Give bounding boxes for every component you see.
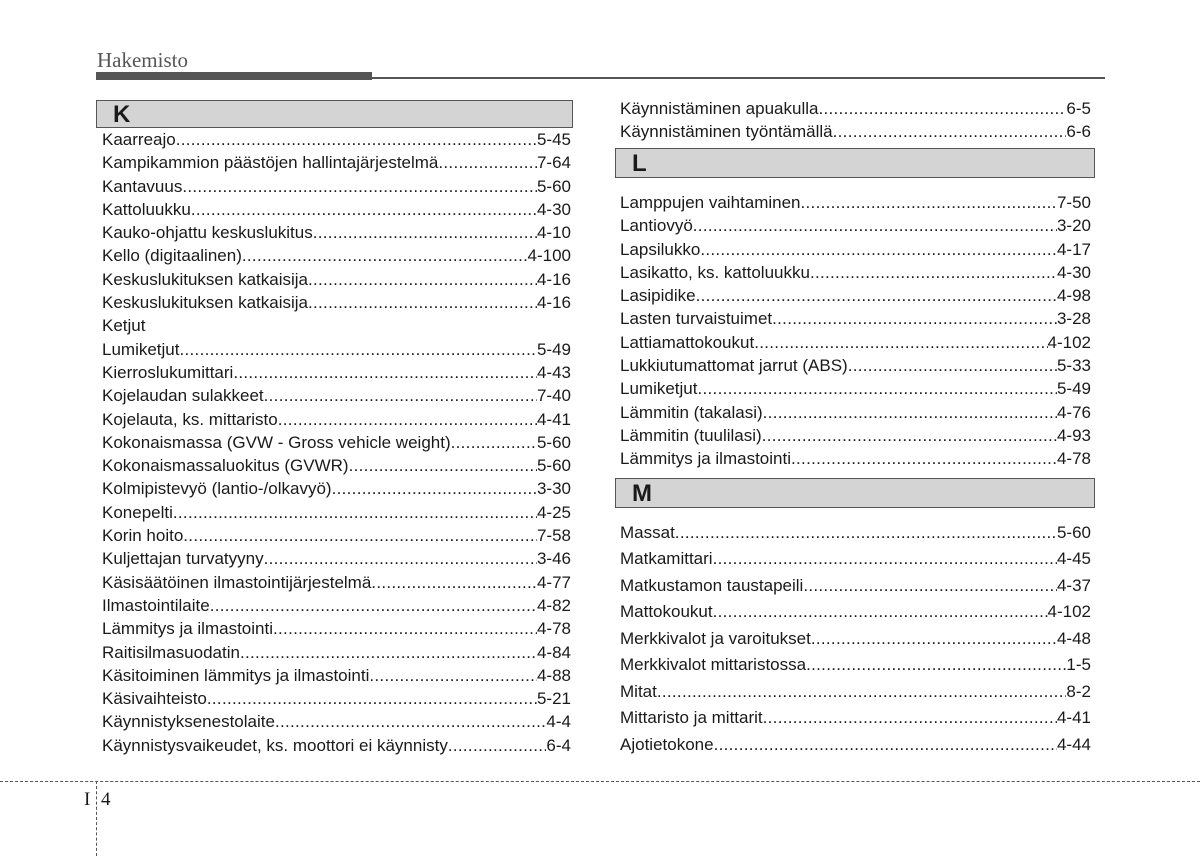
index-entry bbox=[615, 331, 1095, 354]
index-entry bbox=[96, 221, 573, 244]
dot-leader bbox=[207, 687, 537, 710]
index-term: Käynnistysvaikeudet, ks. moottori ei käynnisty bbox=[102, 735, 448, 755]
index-page-ref: 4-43 bbox=[536, 362, 571, 382]
index-page-ref: 6-4 bbox=[546, 735, 571, 755]
index-entry bbox=[615, 520, 1095, 547]
dot-leader bbox=[675, 520, 1057, 547]
index-entry bbox=[615, 284, 1095, 307]
index-page-ref: 5-21 bbox=[536, 689, 571, 709]
index-term: Mittaristo ja mittarit bbox=[620, 708, 763, 728]
index-term: Massat bbox=[620, 522, 675, 542]
index-page-ref: 5-60 bbox=[1056, 522, 1091, 542]
index-entry bbox=[96, 431, 573, 454]
dot-leader bbox=[264, 384, 537, 407]
index-term: Keskuslukituksen katkaisija bbox=[102, 269, 308, 289]
index-entry bbox=[96, 594, 573, 617]
dot-leader bbox=[176, 128, 537, 151]
index-entry bbox=[615, 120, 1095, 143]
dot-leader bbox=[806, 652, 1066, 679]
index-page-ref: 6-5 bbox=[1066, 99, 1091, 118]
index-page-ref: 5-49 bbox=[1056, 379, 1091, 399]
index-entry bbox=[96, 710, 573, 733]
index-term: Lämmitin (takalasi) bbox=[620, 402, 763, 422]
index-entry bbox=[96, 175, 573, 198]
index-page-ref: 3-20 bbox=[1056, 216, 1091, 236]
index-entry bbox=[96, 641, 573, 664]
index-page-ref: 8-2 bbox=[1066, 681, 1091, 701]
index-entry bbox=[96, 338, 573, 361]
index-entry bbox=[615, 238, 1095, 261]
dot-leader bbox=[811, 626, 1057, 653]
index-page-ref: 4-16 bbox=[536, 293, 571, 313]
index-page-ref: 4-10 bbox=[536, 223, 571, 243]
index-page-ref: 3-28 bbox=[1056, 309, 1091, 329]
index-page-ref: 7-40 bbox=[536, 386, 571, 406]
footer-dashed-divider bbox=[96, 781, 97, 856]
index-term: Kokonaismassa (GVW - Gross vehicle weight) bbox=[102, 432, 451, 452]
index-list-k bbox=[96, 128, 573, 757]
index-list-l bbox=[615, 191, 1095, 471]
index-entry bbox=[96, 477, 573, 500]
index-page-ref: 4-78 bbox=[536, 619, 571, 639]
dot-leader bbox=[810, 261, 1057, 284]
index-term: Konepelti bbox=[102, 502, 173, 522]
index-page-ref: 4-30 bbox=[536, 199, 571, 219]
section-letter-k: K bbox=[96, 100, 573, 128]
index-term: Mattokoukut bbox=[620, 602, 713, 622]
index-page-ref: 5-60 bbox=[536, 432, 571, 452]
index-page-ref: 4-41 bbox=[1056, 708, 1091, 728]
dot-leader bbox=[264, 547, 537, 570]
index-entry bbox=[615, 447, 1095, 470]
index-term: Lumiketjut bbox=[102, 339, 180, 359]
index-term: Kojelaudan sulakkeet bbox=[102, 386, 264, 406]
index-term: Kokonaismassaluokitus (GVWR) bbox=[102, 456, 349, 476]
index-term: Lapsilukko bbox=[620, 239, 701, 259]
dot-leader bbox=[273, 617, 537, 640]
dot-leader bbox=[754, 331, 1047, 354]
index-entry bbox=[615, 191, 1095, 214]
index-page-ref: 6-6 bbox=[1066, 122, 1091, 141]
index-entry bbox=[96, 244, 573, 267]
index-list-k-continued bbox=[615, 97, 1095, 143]
index-page-ref: 4-102 bbox=[1047, 602, 1091, 622]
index-term: Kauko-ohjattu keskuslukitus bbox=[102, 223, 313, 243]
index-term: Lamppujen vaihtaminen bbox=[620, 193, 801, 212]
index-entry bbox=[96, 151, 573, 174]
index-entry bbox=[96, 734, 573, 757]
index-entry bbox=[96, 547, 573, 570]
index-page-ref: 5-49 bbox=[536, 339, 571, 359]
index-term: Lasten turvaistuimet bbox=[620, 309, 773, 329]
dot-leader bbox=[693, 214, 1057, 237]
dot-leader bbox=[182, 175, 537, 198]
index-entry bbox=[96, 524, 573, 547]
dot-leader bbox=[713, 599, 1048, 626]
index-entry bbox=[615, 626, 1095, 653]
dot-leader bbox=[438, 151, 537, 174]
dot-leader bbox=[278, 408, 537, 431]
dot-leader bbox=[451, 431, 537, 454]
index-entry bbox=[615, 261, 1095, 284]
index-entry bbox=[96, 128, 573, 151]
dot-leader bbox=[772, 307, 1057, 330]
dot-leader bbox=[713, 546, 1057, 573]
index-entry bbox=[96, 291, 573, 314]
index-term: Käynnistyksenestolaite bbox=[102, 712, 275, 732]
index-entry bbox=[615, 573, 1095, 600]
index-term: Matkustamon taustapeili bbox=[620, 575, 804, 595]
index-page-ref: 5-45 bbox=[536, 130, 571, 149]
dot-leader bbox=[818, 97, 1066, 120]
index-term: Kierroslukumittari bbox=[102, 362, 234, 382]
footer-page-number: 4 bbox=[101, 789, 111, 810]
index-term: Lämmitys ja ilmastointi bbox=[620, 449, 791, 469]
index-term: Kojelauta, ks. mittaristo bbox=[102, 409, 278, 429]
index-page-ref: 4-37 bbox=[1056, 575, 1091, 595]
dot-leader bbox=[275, 710, 546, 733]
index-term: Lantiovyö bbox=[620, 216, 693, 236]
index-entry bbox=[96, 454, 573, 477]
dot-leader bbox=[242, 244, 528, 267]
index-page-ref: 4-44 bbox=[1056, 734, 1091, 754]
index-term: Lasipidike bbox=[620, 286, 696, 306]
index-entry bbox=[96, 408, 573, 431]
index-entry bbox=[615, 732, 1095, 759]
index-page-ref: 4-77 bbox=[536, 572, 571, 592]
dot-leader bbox=[369, 664, 537, 687]
index-page-ref: 4-78 bbox=[1056, 449, 1091, 469]
header-rule-thin bbox=[372, 77, 1105, 79]
index-page-ref: 4-17 bbox=[1056, 239, 1091, 259]
dot-leader bbox=[801, 191, 1057, 214]
index-term: Kantavuus bbox=[102, 176, 183, 196]
index-term: Lumiketjut bbox=[620, 379, 698, 399]
index-page-ref: 4-82 bbox=[536, 595, 571, 615]
index-term: Käynnistäminen työntämällä bbox=[620, 122, 833, 141]
dot-leader bbox=[833, 120, 1067, 143]
dot-leader bbox=[191, 198, 537, 221]
index-entry bbox=[615, 354, 1095, 377]
dot-leader bbox=[308, 291, 537, 314]
index-page-ref: 1-5 bbox=[1066, 655, 1091, 675]
section-letter-l: L bbox=[615, 148, 1095, 178]
index-entry bbox=[615, 599, 1095, 626]
footer-dashed-rule bbox=[0, 781, 1200, 782]
index-page-ref: 4-100 bbox=[527, 246, 571, 266]
dot-leader bbox=[313, 221, 537, 244]
dot-leader bbox=[371, 571, 537, 594]
index-entry bbox=[615, 424, 1095, 447]
dot-leader bbox=[448, 734, 547, 757]
index-term: Lämmitin (tuulilasi) bbox=[620, 425, 762, 445]
index-page-ref: 4-84 bbox=[536, 642, 571, 662]
index-entry bbox=[615, 214, 1095, 237]
index-page-ref: 4-41 bbox=[536, 409, 571, 429]
index-page-ref: 4-45 bbox=[1056, 549, 1091, 569]
index-page-ref: 4-16 bbox=[536, 269, 571, 289]
dot-leader bbox=[210, 594, 537, 617]
dot-leader bbox=[803, 573, 1057, 600]
index-term: Merkkivalot ja varoitukset bbox=[620, 628, 811, 648]
footer-section-label: I bbox=[84, 789, 91, 810]
index-page-ref: 4-4 bbox=[546, 712, 571, 732]
dot-leader bbox=[349, 454, 537, 477]
index-column-right bbox=[615, 97, 1095, 758]
index-page-ref: 5-33 bbox=[1056, 356, 1091, 376]
index-page-ref: 4-88 bbox=[536, 665, 571, 685]
dot-leader bbox=[763, 401, 1057, 424]
dot-leader bbox=[696, 284, 1057, 307]
dot-leader bbox=[183, 524, 537, 547]
index-term: Lasikatto, ks. kattoluukku bbox=[620, 262, 810, 282]
index-term: Lämmitys ja ilmastointi bbox=[102, 619, 273, 639]
index-page-ref: 4-102 bbox=[1047, 332, 1091, 352]
index-entry bbox=[615, 705, 1095, 732]
index-entry bbox=[615, 546, 1095, 573]
index-page-ref: 4-98 bbox=[1056, 286, 1091, 306]
index-term: Kaarreajo bbox=[102, 130, 176, 149]
index-term: Korin hoito bbox=[102, 526, 184, 546]
index-term: Matkamittari bbox=[620, 549, 713, 569]
index-entry bbox=[615, 97, 1095, 120]
index-term: Kattoluukku bbox=[102, 199, 191, 219]
index-list-m bbox=[615, 520, 1095, 759]
dot-leader bbox=[762, 424, 1057, 447]
index-page-ref: 3-46 bbox=[536, 549, 571, 569]
index-term: Keskuslukituksen katkaisija bbox=[102, 293, 308, 313]
index-term: Raitisilmasuodatin bbox=[102, 642, 240, 662]
index-term: Käsivaihteisto bbox=[102, 689, 207, 709]
index-page-ref: 3-30 bbox=[536, 479, 571, 499]
index-page-ref: 4-48 bbox=[1056, 628, 1091, 648]
index-page-ref: 7-64 bbox=[536, 153, 571, 173]
index-page-ref: 4-30 bbox=[1056, 262, 1091, 282]
index-entry bbox=[96, 198, 573, 221]
index-page-ref: 5-60 bbox=[536, 176, 571, 196]
dot-leader bbox=[763, 705, 1057, 732]
index-entry bbox=[96, 664, 573, 687]
index-term: Käynnistäminen apuakulla bbox=[620, 99, 819, 118]
dot-leader bbox=[240, 641, 537, 664]
index-page-ref: 7-58 bbox=[536, 526, 571, 546]
page-header-title: Hakemisto bbox=[97, 48, 188, 72]
dot-leader bbox=[714, 732, 1057, 759]
index-term: Kampikammion päästöjen hallintajärjestelmä bbox=[102, 153, 439, 173]
index-term: Kello (digitaalinen) bbox=[102, 246, 242, 266]
index-entry bbox=[96, 687, 573, 710]
index-term: Käsisäätöinen ilmastointijärjestelmä bbox=[102, 572, 372, 592]
index-page-ref: 4-76 bbox=[1056, 402, 1091, 422]
index-page-ref: 7-50 bbox=[1056, 193, 1091, 212]
dot-leader bbox=[848, 354, 1057, 377]
index-term: Ketjut bbox=[102, 316, 146, 336]
index-term: Merkkivalot mittaristossa bbox=[620, 655, 807, 675]
index-term: Ilmastointilaite bbox=[102, 595, 210, 615]
index-entry bbox=[615, 652, 1095, 679]
index-entry bbox=[615, 679, 1095, 706]
index-page-ref: 5-60 bbox=[536, 456, 571, 476]
index-entry bbox=[96, 501, 573, 524]
index-term: Kolmipistevyö (lantio-/olkavyö) bbox=[102, 479, 332, 499]
index-entry bbox=[96, 314, 573, 337]
dot-leader bbox=[233, 361, 537, 384]
dot-leader bbox=[700, 238, 1057, 261]
dot-leader bbox=[179, 338, 536, 361]
index-column-left bbox=[96, 100, 573, 757]
dot-leader bbox=[791, 447, 1057, 470]
index-term: Ajotietokone bbox=[620, 734, 714, 754]
index-entry bbox=[96, 571, 573, 594]
header-rule-thick bbox=[96, 72, 372, 80]
index-entry bbox=[615, 401, 1095, 424]
index-term: Lattiamattokoukut bbox=[620, 332, 755, 352]
dot-leader bbox=[173, 501, 537, 524]
index-term: Lukkiutumattomat jarrut (ABS) bbox=[620, 356, 848, 376]
dot-leader bbox=[697, 377, 1056, 400]
index-term: Kuljettajan turvatyyny bbox=[102, 549, 264, 569]
index-entry bbox=[615, 377, 1095, 400]
index-entry bbox=[96, 268, 573, 291]
dot-leader bbox=[657, 679, 1067, 706]
index-page-ref: 4-25 bbox=[536, 502, 571, 522]
index-term: Käsitoiminen lämmitys ja ilmastointi bbox=[102, 665, 370, 685]
index-term: Mitat bbox=[620, 681, 657, 701]
dot-leader bbox=[332, 477, 537, 500]
index-entry bbox=[96, 617, 573, 640]
index-entry bbox=[96, 384, 573, 407]
section-letter-m: M bbox=[615, 478, 1095, 508]
index-entry bbox=[615, 307, 1095, 330]
index-page-ref: 4-93 bbox=[1056, 425, 1091, 445]
dot-leader bbox=[308, 268, 537, 291]
index-entry bbox=[96, 361, 573, 384]
